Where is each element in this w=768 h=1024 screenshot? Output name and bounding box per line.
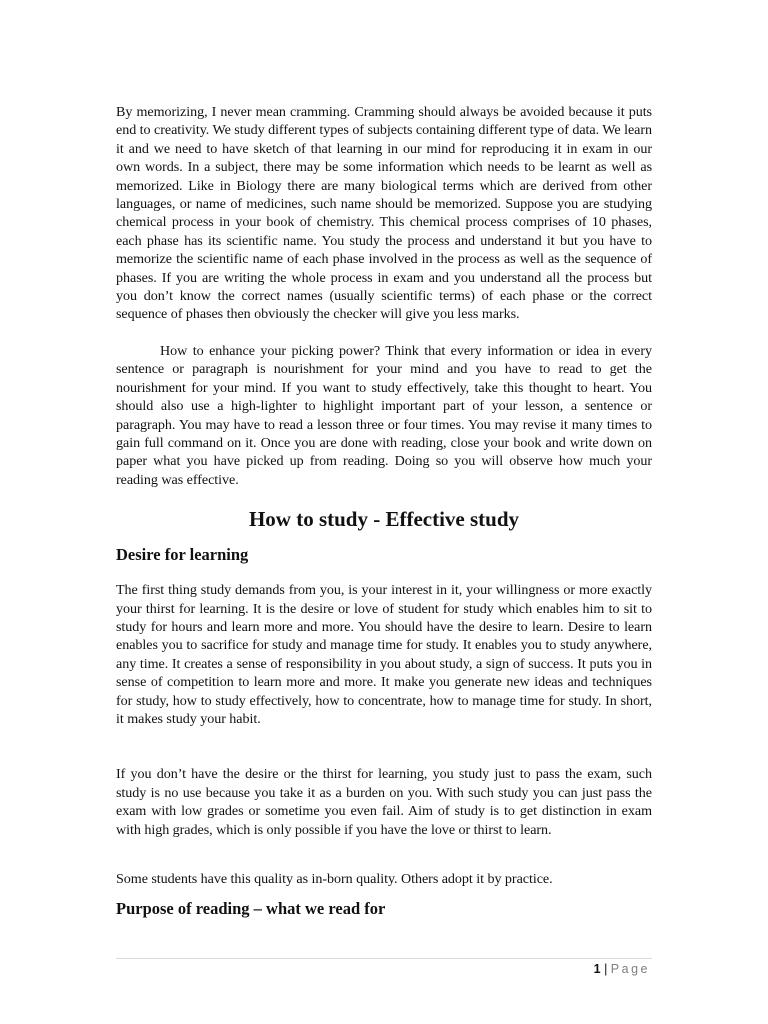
- section-heading-desire: Desire for learning: [116, 545, 249, 565]
- page-footer: [594, 960, 650, 978]
- page-title: How to study - Effective study: [248, 507, 520, 532]
- paragraph-cramming: By memorizing, I never mean cramming. Cramming should always be avoided because it puts end to creativity. We study different types of subjects containing different type of data. We learn it and we need to have sketch of that learning in our mind for reproducing it in exam in our own words. In a subject, there may be some information which needs to be learnt as well as memorized. Like in Biology there are many biological terms which are derived from other languages, or name of medicines, such name should be memorized. Suppose you are studying chemical process in your book of chemistry. This chemical process comprises of 10 phases, each phase has its scientific name. You study the process and understand it but you have to memorize the scientific name of each phase involved in the process as well as the sequence of phases. If you are writing the whole process in exam and you understand all the process but you don’t know the correct names (usually scientific terms) of each phase or the correct sequence of phases then obviously the checker will give you less marks.: [116, 104, 653, 323]
- page-label: Page: [610, 962, 650, 976]
- document-page: [116, 103, 652, 920]
- section-heading-purpose: Purpose of reading – what we read for: [116, 899, 386, 919]
- paragraph-thirst: If you don’t have the desire or the thirst for learning, you study just to pass the exam, such study is no use because you take it as a burden on you. With such study you can just pass the exam with low grades or sometime you even fail. Aim of study is to get distinction in exam with high grades, which is only possible if you have the love or thirst to learn.: [116, 766, 652, 838]
- footer-separator: |: [600, 962, 611, 976]
- paragraph-inborn: Some students have this quality as in-born quality. Others adopt it by practice.: [116, 871, 553, 887]
- paragraph-desire: The first thing study demands from you, is your interest in it, your willingness or more exactly your thirst for learning. It is the desire or love of student for study which enables him to sit to study for hours and learn more and more. You should have the desire to learn. Desire to learn enables you to sacrifice for study and manage time for study. It enables you to study anywhere, any time. It creates a sense of responsibility in you about study, a sign of success. It puts you in sense of competition to learn more and more. It make you generate new ideas and techniques for study, how to study effectively, how to concentrate, how to manage time for study. In short, it makes study your habit.: [116, 582, 652, 727]
- footer-divider: [116, 958, 652, 959]
- page-number: 1: [593, 962, 601, 976]
- paragraph-picking-power: How to enhance your picking power? Think that every information or idea in every sentence or paragraph is nourishment for your mind and you have to read to get the nourishment for your mind. If you want to study effectively, take this thought to heart. You should also use a high-lighter to highlight important part of your lesson, a sentence or paragraph. You may have to read a lesson three or four times. You may revise it many times to gain full command on it. Once you are done with reading, close your book and write down on paper what you have picked up from reading. Doing so you will observe how much your reading was effective.: [116, 342, 652, 488]
